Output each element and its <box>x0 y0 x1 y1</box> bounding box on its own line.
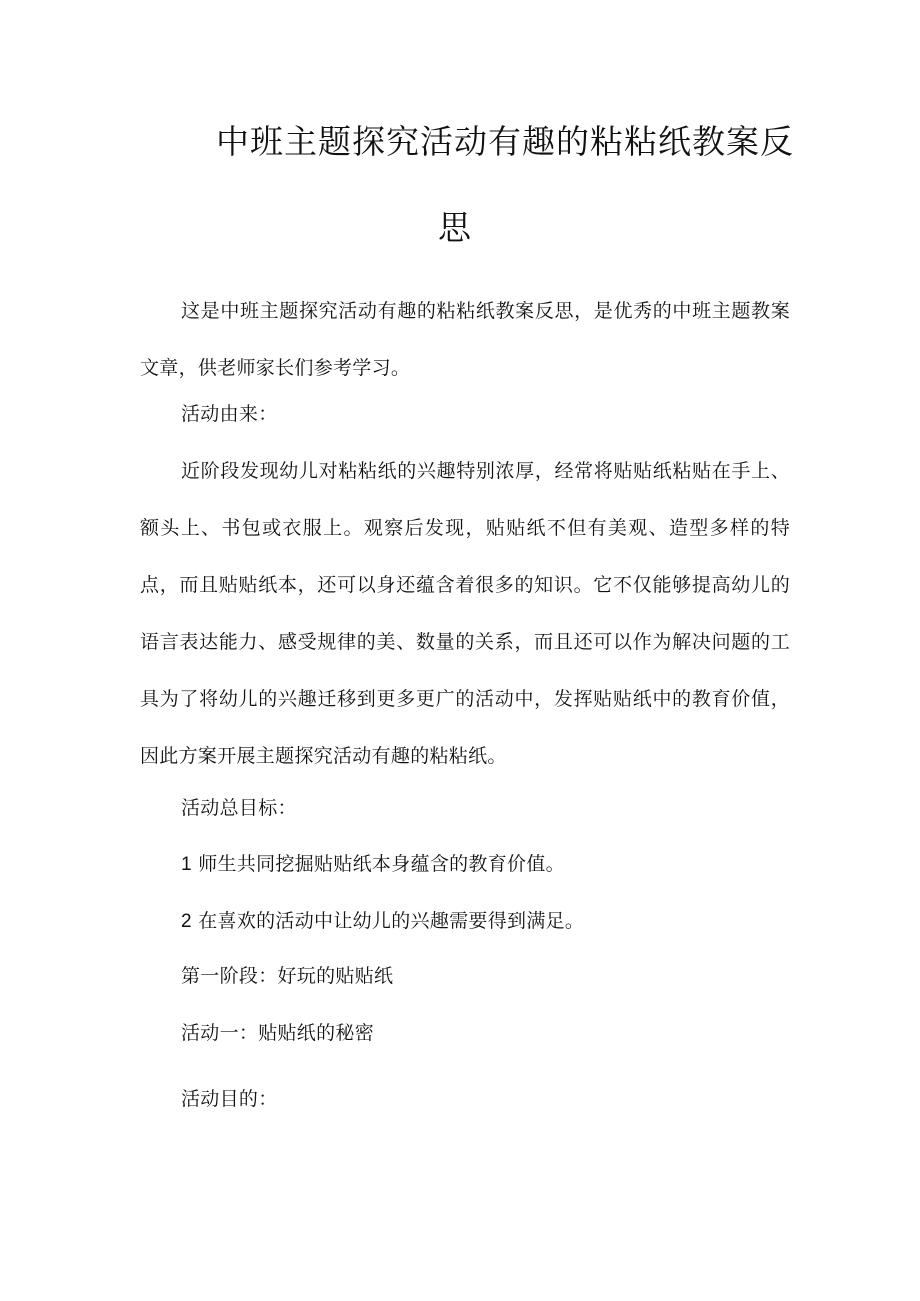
goal-item-2-text: 在喜欢的活动中让幼儿的兴趣需要得到满足。 <box>198 910 585 932</box>
goal-item-2-number: 2 <box>181 911 192 932</box>
intro-paragraph: 这是中班主题探究活动有趣的粘粘纸教案反思，是优秀的中班主题教案文章，供老师家长们参考学习。 <box>140 300 790 379</box>
stage-1-heading: 第一阶段：好玩的贴贴纸 <box>181 965 394 987</box>
purpose-heading: 活动目的： <box>181 1088 278 1110</box>
goal-item-1-number: 1 <box>181 854 192 875</box>
goals-heading: 活动总目标： <box>181 797 297 819</box>
document-title-continued: 思 <box>438 208 471 247</box>
goal-item-1 <box>181 849 565 880</box>
goal-item-1-text: 师生共同挖掘贴贴纸本身蕴含的教育价值。 <box>198 853 565 875</box>
activity-1-heading: 活动一：贴贴纸的秘密 <box>181 1022 375 1044</box>
goal-item-2 <box>181 906 584 937</box>
origin-paragraph: 近阶段发现幼儿对粘粘纸的兴趣特别浓厚，经常将贴贴纸粘贴在手上、额头上、书包或衣服上。观察后发现，贴贴纸不但有美观、造型多样的特点，而且贴贴纸本，还可以身还蕴含着很多的知识。它不仅能够提高幼儿的语言表达能力、感受规律的美、数量的关系，而且还可以作为解决问题的工具为了将幼儿的兴趣迁移到更多更广的活动中，发挥贴贴纸中的教育价值，因此方案开展主题探究活动有趣的粘粘纸。 <box>140 460 790 767</box>
origin-heading: 活动由来： <box>181 403 278 425</box>
document-title: 中班主题探究活动有趣的粘粘纸教案反 <box>216 122 794 161</box>
